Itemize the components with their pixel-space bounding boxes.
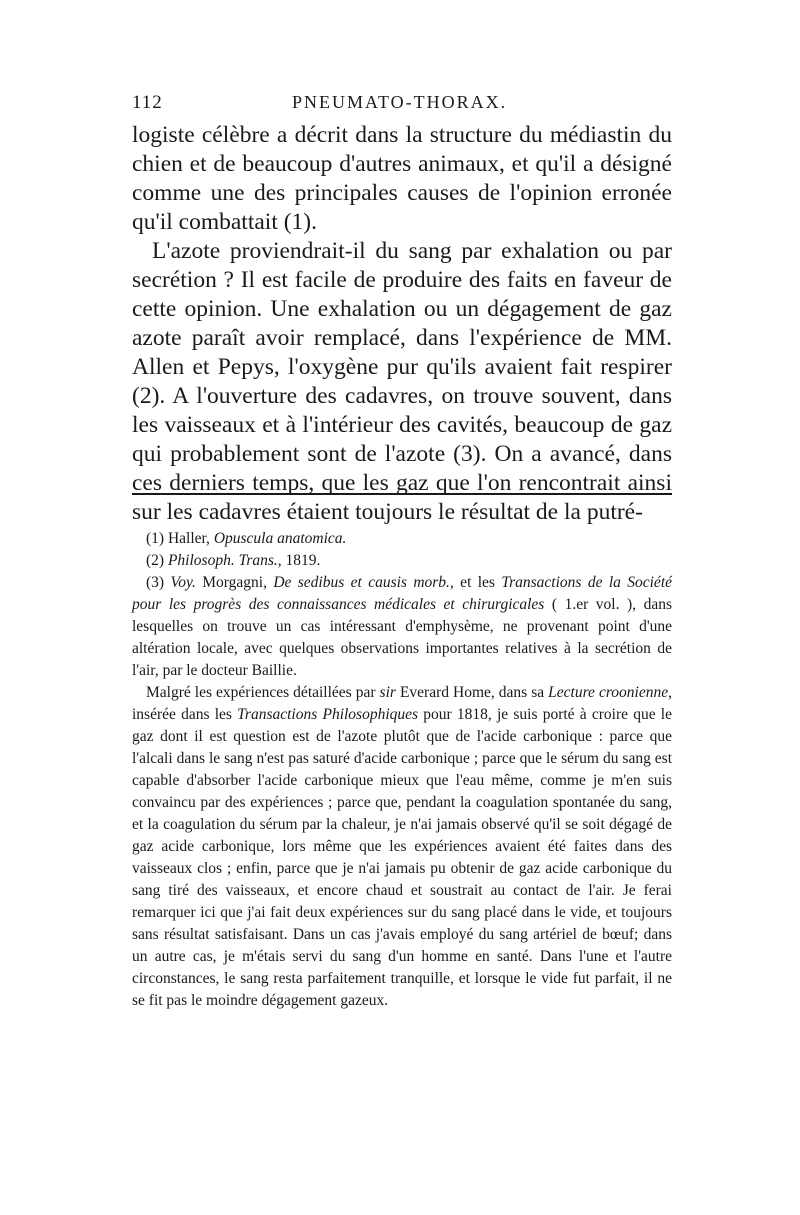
- footnote-2-title: Philosoph. Trans.: [167, 552, 278, 569]
- footnote-3: [132, 572, 672, 682]
- footnote-3-cont-text-1: Malgré les expériences détaillées par: [146, 684, 380, 701]
- footnote-3-title-2: Transactions de la Société pour les progrès des connaissances médicales et chirurgicales: [132, 574, 672, 613]
- footnotes: [132, 528, 672, 1012]
- footnote-1-title: Opuscula anatomica.: [213, 530, 347, 547]
- footnote-3-title-1: De sedibus et causis morb.: [273, 574, 450, 591]
- footnote-3-continuation: [132, 682, 672, 1012]
- main-paragraph-1: logiste célèbre a décrit dans la structure du médiastin du chien et de beaucoup d'autres animaux, et qu'il a désigné comme une des principales causes de l'opinion erronée qu'il combattait (1).: [132, 122, 672, 235]
- footnote-3-cont-text-4: pour 1818, je suis porté à croire que le gaz dont il est question est de l'azote plutôt que de l'acide carbonique : parce que l'alcali dans le sang n'est pas saturé d'acide carbonique ; parce que le sérum du sang est capable d'absorber l'acide carbonique mieux que l'eau même, comme je m'en suis convaincu par des expériences ; parce que, pendant la coagulation spontanée du sang, et la coagulation du sérum par la chaleur, je n'ai jamais observé qu'il se soit dégagé de gaz acide carbonique, lors même que les expériences avaient été faites dans des vaisseaux clos ; enfin, parce que je n'ai jamais pu obtenir de gaz acide carbonique du sang tiré des vaisseaux, et encore chaud et soustrait au contact de l'air. Je ferai remarquer ici que j'ai fait deux expériences sur du sang placé dans le vide, et toujours sans résultat satisfaisant. Dans un cas j'avais employé du sang artériel de bœuf; dans un autre cas, je m'étais servi du sang d'un homme en santé. Dans l'une et l'autre circonstances, le sang resta parfaitement tranquille, et lorsque le vide fut parfait, il ne se fit pas le moindre dégagement gazeux.: [132, 706, 672, 1009]
- main-text: [132, 121, 672, 527]
- footnote-1: [132, 528, 672, 550]
- footnote-2: [132, 550, 672, 572]
- footnote-2-year: , 1819.: [277, 552, 321, 569]
- page-header: [132, 92, 667, 120]
- footnote-separator: [132, 493, 672, 495]
- footnote-3-cont-title-1: Lecture croonienne: [548, 684, 669, 701]
- footnote-3-cont-title-2: Transactions Philosophiques: [237, 706, 419, 723]
- footnote-3-cont-text-3: , insérée dans les: [132, 684, 672, 723]
- footnote-2-marker: (2): [146, 552, 165, 569]
- footnote-3-cont-text-2: Everard Home, dans sa: [395, 684, 549, 701]
- main-paragraph-2: L'azote proviendrait-il du sang par exhalation ou par secrétion ? Il est facile de produire des faits en faveur de cette opinion. Une exhalation ou un dégagement de gaz azote paraît avoir remplacé, dans l'expérience de MM. Allen et Pepys, l'oxygène pur qu'ils avaient fait respirer (2). A l'ouverture des cadavres, on trouve souvent, dans les vaisseaux et à l'intérieur des cavités, beaucoup de gaz qui probablement sont de l'azote (3). On a avancé, dans ces derniers temps, que les gaz que l'on rencontrait ainsi sur les cadavres étaient toujours le résultat de la putré-: [132, 238, 672, 525]
- footnote-3-marker: (3): [146, 574, 165, 591]
- page-number: 112: [132, 92, 163, 113]
- footnote-1-marker: (1): [146, 530, 165, 547]
- footnote-1-author: Haller,: [167, 530, 210, 547]
- footnote-3-text-2: , et les: [449, 574, 502, 591]
- footnote-3-cont-sir: sir: [379, 684, 396, 701]
- footnote-3-text-3: ( 1.er vol. ), dans lesquelles on trouve un cas intéressant d'emphysème, ne provenant point d'une altération locale, avec quelques observations importantes relatives à la secrétion de l'air, par le docteur Baillie.: [132, 596, 672, 679]
- footnote-3-text-1: Morgagni,: [195, 574, 274, 591]
- running-title: PNEUMATO-THORAX.: [292, 92, 508, 112]
- footnote-3-voy: Voy.: [170, 574, 196, 591]
